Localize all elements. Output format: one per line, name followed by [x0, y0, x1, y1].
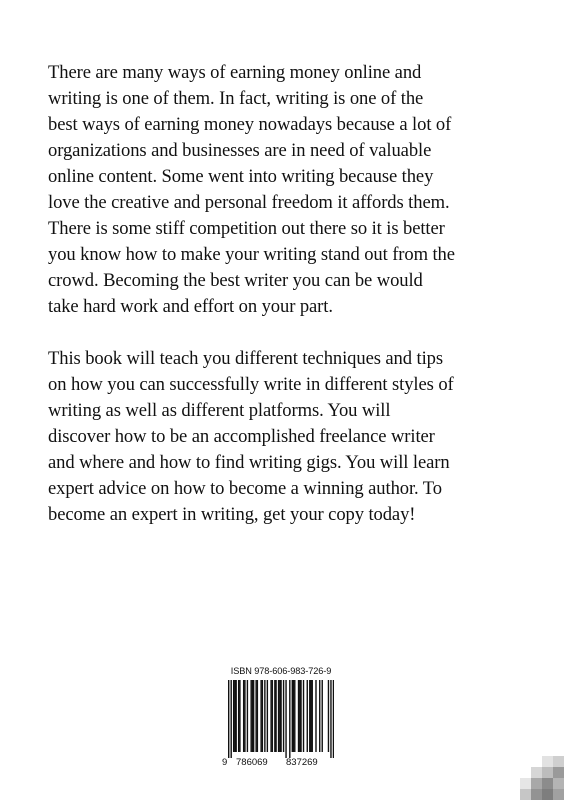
- barcode-bar: [280, 680, 281, 752]
- barcode-bar: [244, 680, 245, 752]
- barcode-bar: [330, 680, 331, 758]
- blurb-line: There is some stiff competition out there so it is better: [48, 218, 445, 239]
- barcode-bar: [300, 680, 301, 752]
- barcode-bar: [279, 680, 280, 752]
- barcode-bar: [292, 680, 293, 752]
- blurb-line: love the creative and personal freedom it affords them.: [48, 192, 450, 213]
- barcode-bar: [309, 680, 310, 752]
- barcode-bar: [243, 680, 244, 752]
- barcode-bar: [270, 680, 271, 752]
- barcode-bar: [239, 680, 240, 752]
- barcode-bar: [293, 680, 294, 752]
- blurb-paragraph-1: [48, 60, 528, 320]
- barcode-bar: [247, 680, 248, 752]
- barcode-bar: [283, 680, 284, 752]
- pixel-watermark-corner: [520, 756, 564, 800]
- barcode-bar: [255, 680, 256, 752]
- blurb-paragraph-2: [48, 346, 528, 528]
- barcode-bar: [234, 680, 235, 752]
- barcode-bar: [253, 680, 254, 752]
- barcode-bar: [322, 680, 323, 752]
- barcode-bar: [230, 680, 231, 758]
- barcode-bar: [262, 680, 263, 752]
- barcode-bar: [298, 680, 299, 752]
- blurb-line: take hard work and effort on your part.: [48, 296, 333, 317]
- barcode-bar: [303, 680, 304, 752]
- barcode-digit-group-1: 786069: [236, 757, 268, 768]
- barcode-bar: [275, 680, 276, 752]
- back-cover-blurb: [48, 60, 528, 554]
- blurb-line: There are many ways of earning money online and: [48, 62, 422, 83]
- barcode-bar: [307, 680, 308, 752]
- barcode-bars: [228, 680, 334, 758]
- barcode-bar: [289, 680, 290, 758]
- barcode-bar: [312, 680, 313, 752]
- barcode-bar: [257, 680, 258, 752]
- barcode-bar: [267, 680, 268, 752]
- blurb-line: This book will teach you different techniques and tips: [48, 348, 443, 369]
- barcode-bar: [299, 680, 300, 752]
- barcode-bar: [315, 680, 316, 752]
- barcode-digit-group-2: 837269: [286, 757, 318, 768]
- blurb-line: online content. Some went into writing because they: [48, 166, 434, 187]
- barcode-bar: [260, 680, 261, 752]
- barcode-bar: [250, 680, 251, 752]
- blurb-line: become an expert in writing, get your copy today!: [48, 504, 416, 525]
- blurb-line: you know how to make your writing stand out from the: [48, 244, 455, 265]
- blurb-line: on how you can successfully write in different styles of: [48, 374, 454, 395]
- isbn-barcode: [220, 666, 342, 770]
- barcode-bar: [235, 680, 236, 752]
- barcode-bar: [278, 680, 279, 752]
- barcode-bar: [285, 680, 286, 758]
- blurb-line: discover how to be an accomplished freelance writer: [48, 426, 435, 447]
- barcode-bar: [233, 680, 234, 752]
- blurb-line: writing as well as different platforms. You will: [48, 400, 391, 421]
- blurb-line: and where and how to find writing gigs. You will learn: [48, 452, 450, 473]
- blurb-line: writing is one of them. In fact, writing is one of the: [48, 88, 424, 109]
- blurb-line: best ways of earning money nowadays because a lot of: [48, 114, 452, 135]
- isbn-label: ISBN 978-606-983-726-9: [230, 666, 332, 676]
- barcode-digit-first: 9: [222, 757, 228, 768]
- blurb-line: expert advice on how to become a winning author. To: [48, 478, 442, 499]
- barcode-bar: [238, 680, 239, 752]
- blurb-line: crowd. Becoming the best writer you can be would: [48, 270, 423, 291]
- barcode-bar: [228, 680, 229, 758]
- barcode-bar: [264, 680, 265, 752]
- barcode-bar: [252, 680, 253, 752]
- barcode-bar: [310, 680, 311, 752]
- barcode-bar: [333, 680, 334, 758]
- blurb-line: organizations and businesses are in need of valuable: [48, 140, 432, 161]
- barcode-bar: [272, 680, 273, 752]
- barcode-bar: [274, 680, 275, 752]
- barcode-bar: [294, 680, 295, 752]
- barcode-bar: [319, 680, 320, 752]
- barcode-bar: [328, 680, 329, 752]
